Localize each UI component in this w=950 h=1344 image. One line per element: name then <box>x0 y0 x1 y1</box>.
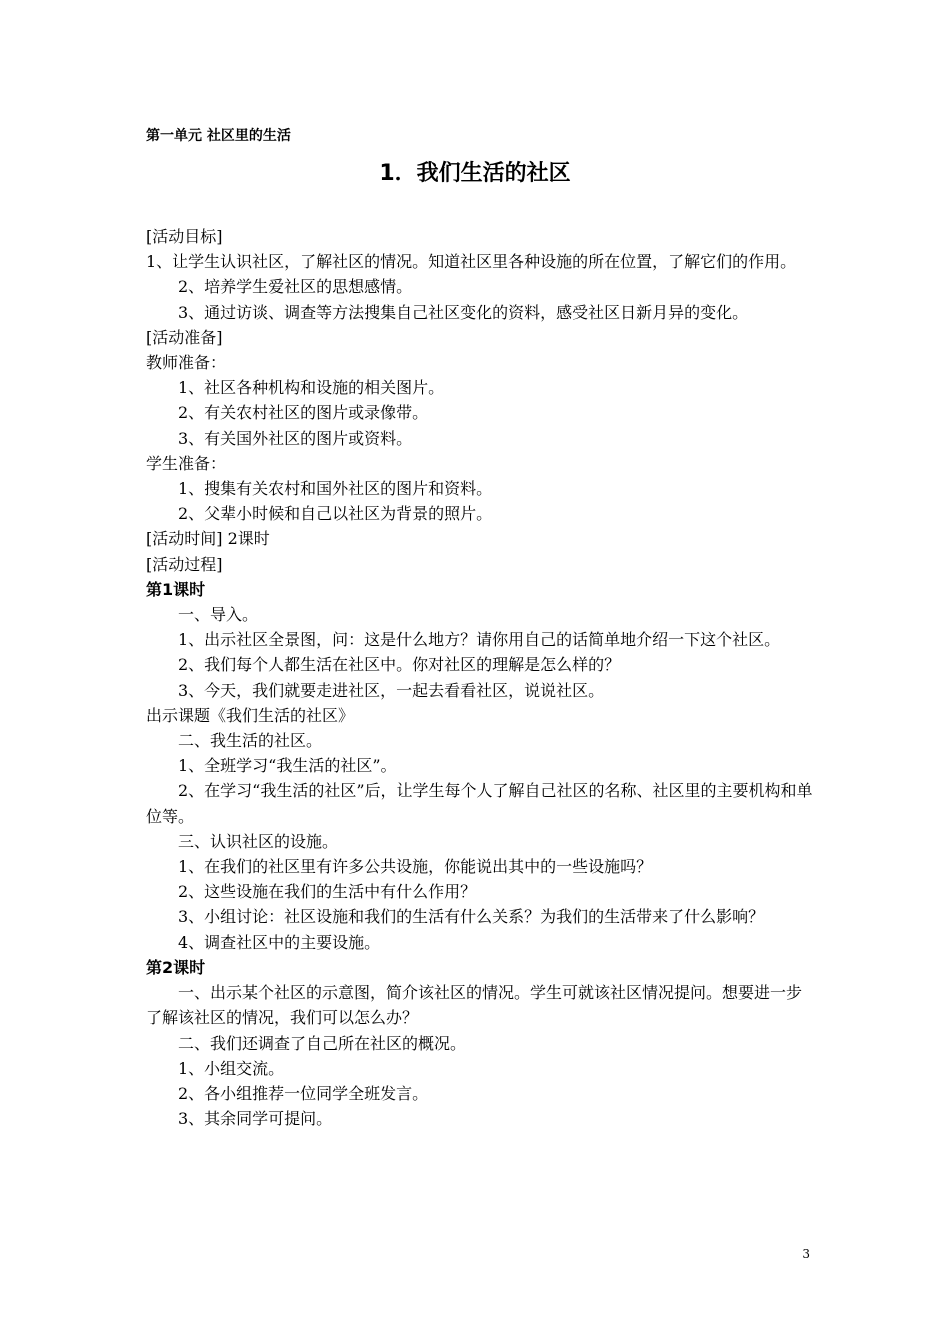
body-paragraph: 1、在我们的社区里有许多公共设施，你能说出其中的一些设施吗？ <box>178 857 653 877</box>
body-paragraph: 一、出示某个社区的示意图，简介该社区的情况。学生可就该社区情况提问。想要进一步了解该社区的情况，我们可以怎么办？ <box>146 983 803 1028</box>
body-paragraph: [活动目标] <box>146 227 223 246</box>
body-paragraph: [活动准备] <box>146 327 223 347</box>
body-paragraph: 1、社区各种机构和设施的相关图片。 <box>178 378 445 398</box>
body-paragraph: 3、通过访谈、调查等方法搜集自己社区变化的资料，感受社区日新月异的变化。 <box>178 302 749 322</box>
body-paragraph: [活动过程] <box>146 554 223 574</box>
body-paragraph: 1、出示社区全景图，问：这是什么地方？请你用自己的话简单地介绍一下这个社区。 <box>178 630 781 650</box>
section-heading: 第2课时 <box>146 957 206 977</box>
body-paragraph: 二、我生活的社区。 <box>178 731 323 751</box>
body-paragraph: 三、认识社区的设施。 <box>178 831 339 851</box>
body-paragraph: 1、全班学习“我生活的社区”。 <box>178 756 397 776</box>
body-paragraph: 1、让学生认识社区，了解社区的情况。知道社区里各种设施的所在位置，了解它们的作用。 <box>146 252 797 272</box>
body-paragraph: 2、有关农村社区的图片或录像带。 <box>178 403 429 423</box>
body-paragraph: [活动时间] 2课时 <box>146 529 270 549</box>
body-paragraph: 3、有关国外社区的图片或资料。 <box>178 428 413 448</box>
body-paragraph: 学生准备： <box>146 453 227 473</box>
body-paragraph: 1、小组交流。 <box>178 1058 285 1078</box>
body-paragraph: 4、调查社区中的主要设施。 <box>178 932 381 952</box>
body-paragraph: 2、各小组推荐一位同学全班发言。 <box>178 1083 429 1103</box>
body-paragraph: 3、小组讨论：社区设施和我们的生活有什么关系？为我们的生活带来了什么影响？ <box>178 907 765 927</box>
lesson-title: 1．我们生活的社区 <box>379 161 571 186</box>
body-paragraph: 2、培养学生爱社区的思想感情。 <box>178 277 413 297</box>
body-paragraph: 二、我们还调查了自己所在社区的概况。 <box>178 1033 467 1053</box>
body-paragraph: 1、搜集有关农村和国外社区的图片和资料。 <box>178 479 493 499</box>
body-paragraph: 出示课题《我们生活的社区》 <box>146 705 355 725</box>
body-paragraph: 3、其余同学可提问。 <box>178 1109 333 1129</box>
unit-title: 第一单元 社区里的生活 <box>146 128 291 144</box>
body-paragraph: 一、导入。 <box>178 605 259 625</box>
body-paragraph: 2、这些设施在我们的生活中有什么作用？ <box>178 882 477 902</box>
section-heading: 第1课时 <box>146 579 206 599</box>
body-paragraph: 2、父辈小时候和自己以社区为背景的照片。 <box>178 504 493 524</box>
body-paragraph: 教师准备： <box>146 353 227 373</box>
page-number: 3 <box>802 1247 810 1261</box>
body-paragraph: 2、我们每个人都生活在社区中。你对社区的理解是怎么样的？ <box>178 655 621 675</box>
lesson-body <box>146 224 816 1131</box>
body-paragraph: 3、今天，我们就要走进社区，一起去看看社区，说说社区。 <box>178 680 605 700</box>
body-paragraph: 2、在学习“我生活的社区”后，让学生每个人了解自己社区的名称、社区里的主要机构和单位等。 <box>146 781 813 826</box>
